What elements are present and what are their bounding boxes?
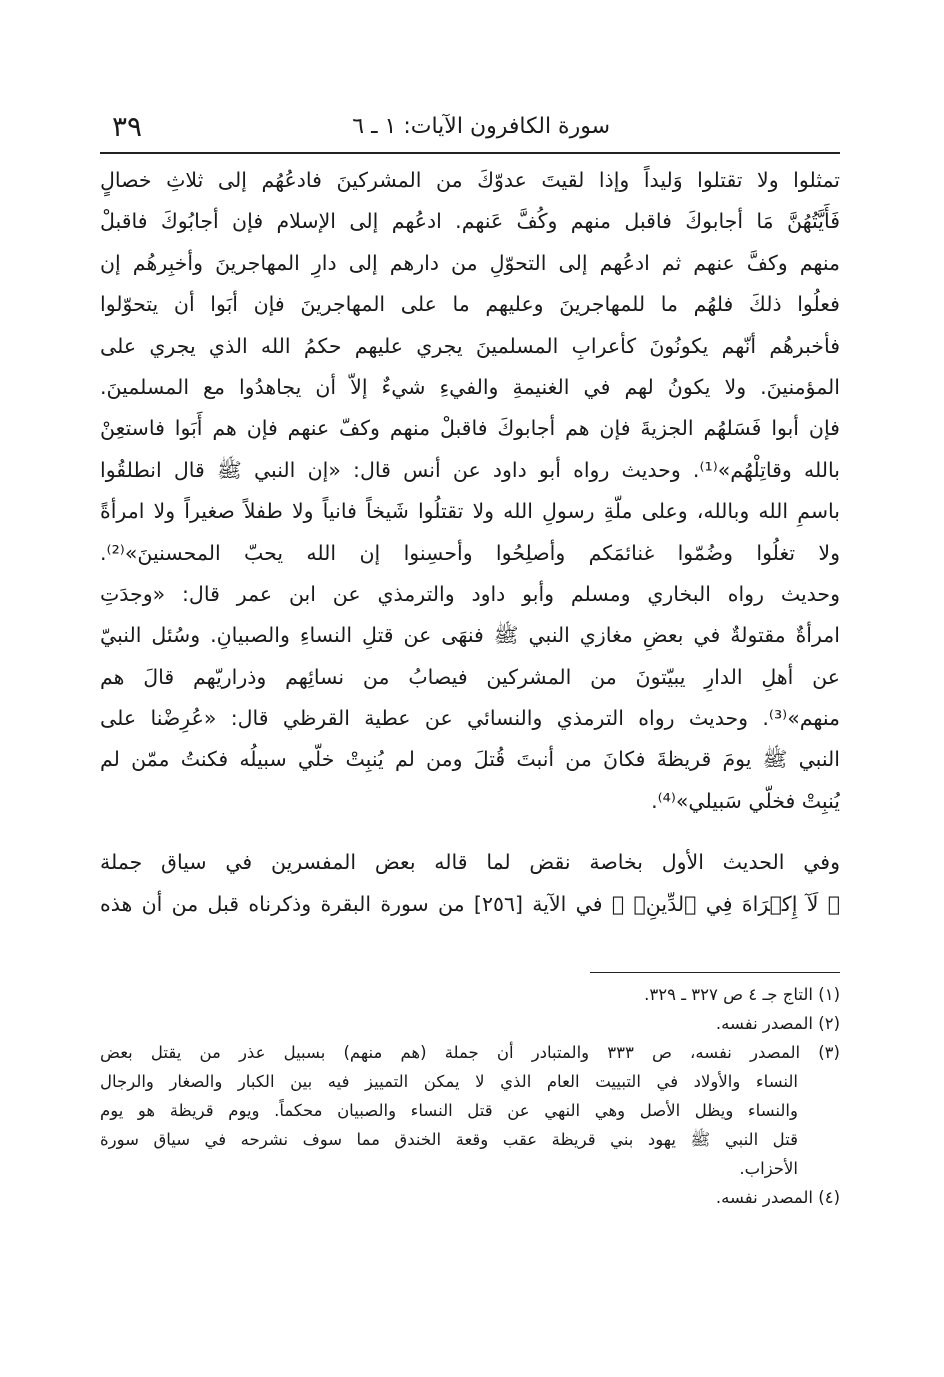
text-line: المؤمنينَ. ولا يكونُ لهم في الغنيمةِ والفيءِ شيءٌ إلاّ أن يجاهدُوا مع المسلمينَ. <box>100 374 840 399</box>
page-header <box>100 108 840 154</box>
footnotes <box>100 980 840 1212</box>
footnote-3-line: قتل النبي ﷺ يهود بني قريظة عقب وقعة الخندق مما سوف نشرحه في سياق سورة <box>100 1130 798 1149</box>
text-line: فإن أبوا فَسَلهُم الجزيةَ فإن هم أجابوكَ فاقبلْ منهم وكفّ عنهم فإن هم أَبَوا فاستعِنْ <box>100 416 840 441</box>
running-title: سورة الكافرون الآيات: ١ ـ ٦ <box>352 114 610 139</box>
text-line: امرأةٌ مقتولةٌ في بعضِ مغازي النبي ﷺ فنهَى عن قتلِ النساءِ والصبيانِ. وسُئل النبيّ <box>100 623 840 648</box>
paragraph-gap <box>100 822 840 842</box>
footnote-2: (٢) المصدر نفسه. <box>715 1014 840 1033</box>
text-line: فأخبرهُم أنّهم يكونُونَ كأعرابِ المسلمينَ يجري عليهم حكمُ الله الذي يجري على <box>100 333 840 358</box>
text-line: النبي ﷺ يومَ قريظةَ فكانَ من أنبتَ قُتلَ ومن لم يُنبِتْ خلّي سبيلُه فكنتُ ممّن لم <box>100 747 840 772</box>
page-number: ٣٩ <box>112 110 143 143</box>
footnote-3-line: النساء والأولاد في التبييت العام الذي لا يمكن التمييز فيه بين الكبار والصغار والرجال <box>100 1072 798 1091</box>
footnote-3-line: (٣) المصدر نفسه، ص ٣٣٣ والمتبادر أن جملة (هم منهم) بسبيل عذر من يقتل بعض <box>100 1043 840 1062</box>
text-line: باسمِ الله وبالله، وعلى ملّةِ رسولِ الله ولا تقتلُوا شَيخاً فانياً ولا طفلاً صغيراً ولا امرأةً <box>100 499 840 524</box>
text-line: ﴿ لَآ إِكۡرَاهَ فِي ٱلدِّينِۖ ﴾ في الآية [٢٥٦] من سورة البقرة وذكرناه قبل من أن هذه <box>100 891 840 916</box>
text-line: بالله وقاتِلْهُم»⁽¹⁾. وحديث رواه أبو داود عن أنس قال: «إن النبي ﷺ قال انطلقُوا <box>100 457 840 482</box>
header-rule <box>100 152 840 154</box>
footnote-3-line: الأحزاب. <box>739 1159 798 1178</box>
main-text <box>100 160 840 925</box>
text-line: وحديث رواه البخاري ومسلم وأبو داود والترمذي عن ابن عمر قال: «وجدَتِ <box>100 581 840 606</box>
footnote-1: (١) التاج جـ ٤ ص ٣٢٧ ـ ٣٢٩. <box>644 985 840 1004</box>
text-line: منهم»⁽³⁾. وحديث رواه الترمذي والنسائي عن عطية القرظي قال: «عُرِضْنا على <box>100 706 840 731</box>
text-line: منهم وكفَّ عنهم ثم ادعُهم إلى التحوّلِ من دارهم إلى دارِ المهاجرينَ وأخبِرهُم إن <box>100 250 840 275</box>
text-line: وفي الحديث الأول بخاصة نقض لما قاله بعض المفسرين في سياق جملة <box>100 850 840 875</box>
text-line: عن أهلِ الدارِ يبيّتونَ من المشركين فيصابُ من نسائِهم وذراريّهم قالَ هم <box>100 664 840 689</box>
text-line: ولا تغلُوا وضُمّوا غنائمَكم وأصلِحُوا وأحسِنوا إن الله يحبّ المحسنينَ»⁽²⁾. <box>100 540 840 565</box>
text-line: تمثلوا ولا تقتلوا وَليداً وإذا لقيتَ عدوّكَ من المشركينَ فادعُهُم إلى ثلاثِ خصالٍ <box>100 168 840 192</box>
text-line: يُنبِتْ فخلّي سَبيلي»⁽⁴⁾. <box>651 788 840 813</box>
footnote-3-line: والنساء ويظل الأصل وهي النهي عن قتل النساء والصبيان محكماً. ويوم قريظة هو يوم <box>100 1101 798 1120</box>
footnote-4: (٤) المصدر نفسه. <box>715 1188 840 1207</box>
text-line: فعلُوا ذلكَ فلهُم ما للمهاجرينَ وعليهم ما على المهاجرينَ فإن أبَوا أن يتحوّلوا <box>100 292 840 317</box>
text-line: فَأَيَّتُهُنَّ مَا أجابوكَ فاقبل منهم وكُفَّ عَنهم. ادعُهم إلى الإسلام فإن أجابُوكَ فاقبلْ <box>100 209 840 234</box>
footnote-rule <box>590 972 840 973</box>
